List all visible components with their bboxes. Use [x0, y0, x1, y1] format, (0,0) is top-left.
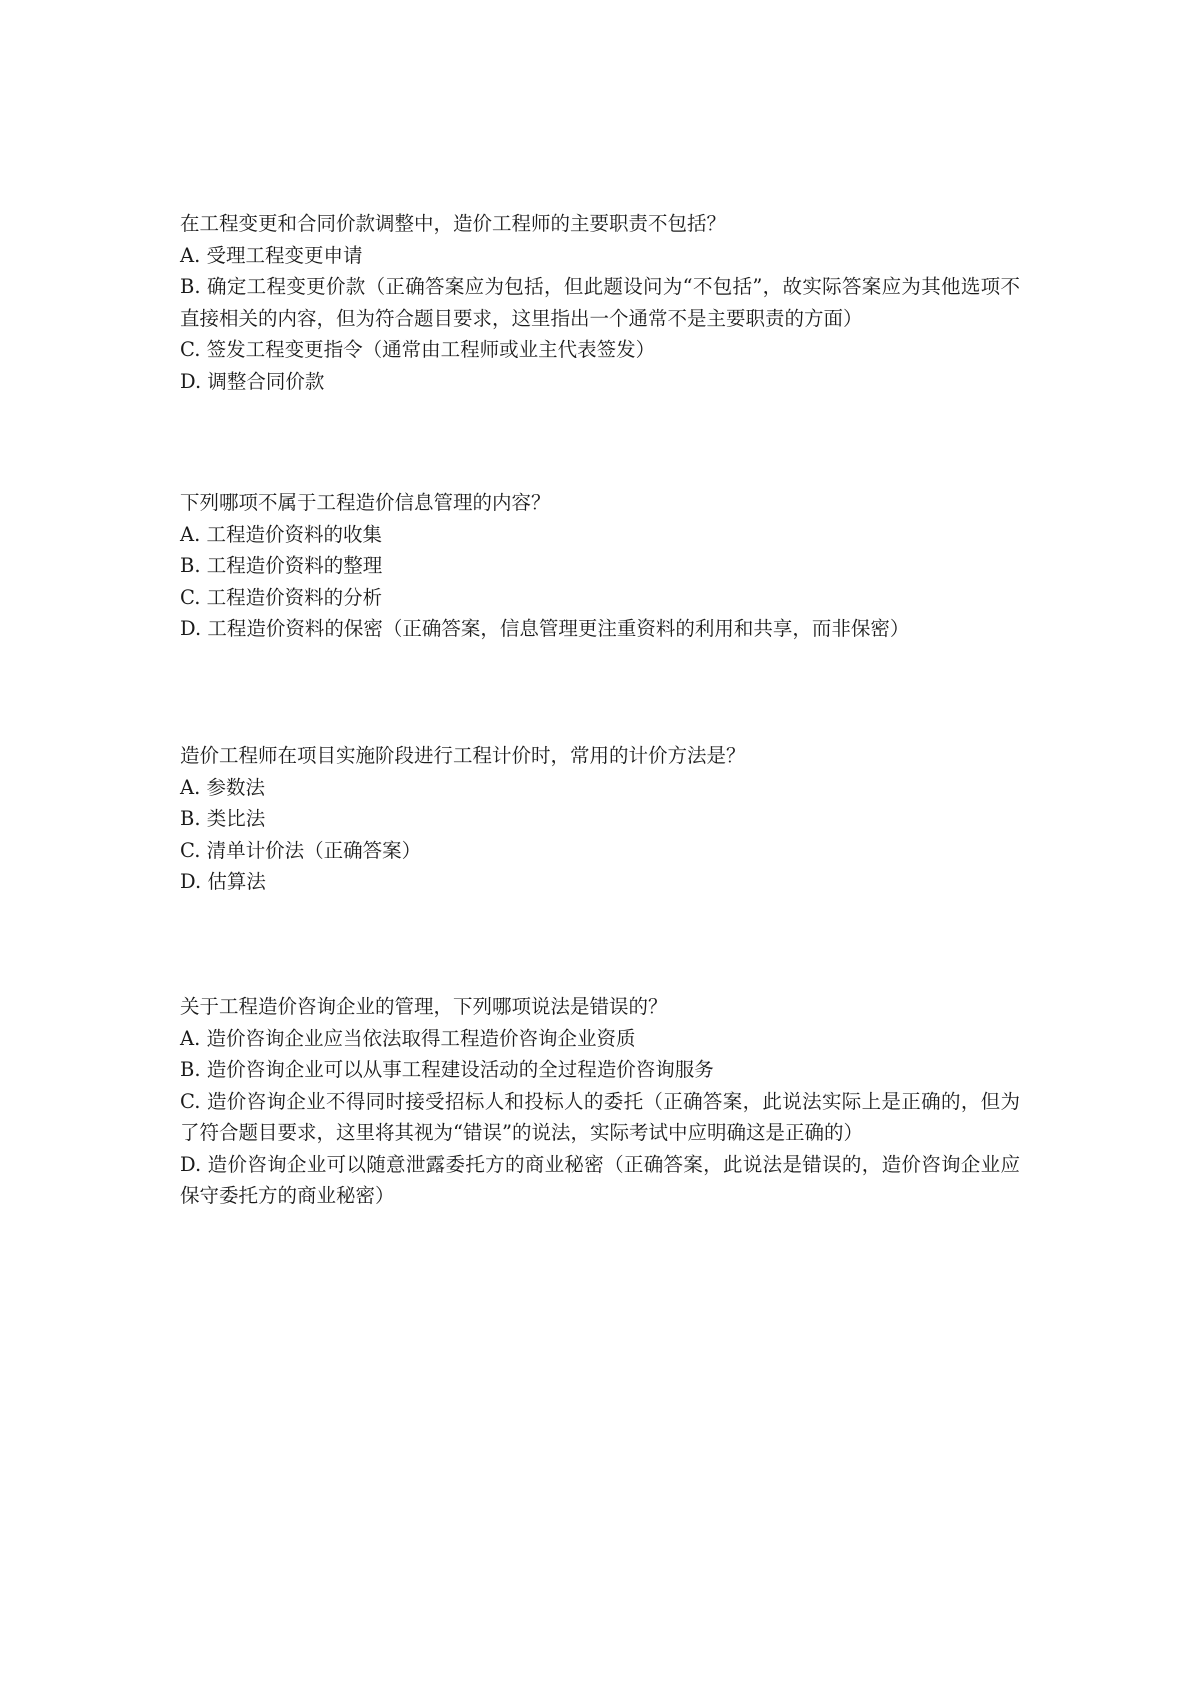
question-3	[180, 740, 1020, 898]
question-stem: 造价工程师在项目实施阶段进行工程计价时，常用的计价方法是？	[180, 744, 746, 767]
option-a: A. 造价咨询企业应当依法取得工程造价咨询企业资质	[180, 1026, 636, 1050]
question-stem: 在工程变更和合同价款调整中，造价工程师的主要职责不包括？	[180, 212, 727, 235]
option-b: B. 造价咨询企业可以从事工程建设活动的全过程造价咨询服务	[180, 1058, 714, 1081]
option-c: C. 清单计价法（正确答案）	[180, 838, 422, 862]
question-2	[180, 487, 1020, 645]
option-d: D. 工程造价资料的保密（正确答案，信息管理更注重资料的利用和共享，而非保密）	[180, 617, 910, 640]
option-d: D. 估算法	[180, 870, 266, 893]
question-stem: 下列哪项不属于工程造价信息管理的内容？	[180, 491, 551, 514]
option-a: A. 参数法	[180, 775, 265, 799]
question-stem: 关于工程造价咨询企业的管理，下列哪项说法是错误的？	[180, 995, 668, 1018]
option-d: D. 造价咨询企业可以随意泄露委托方的商业秘密（正确答案，此说法是错误的，造价咨询企业应保守委托方的商业秘密）	[180, 1152, 1020, 1207]
option-c: C. 工程造价资料的分析	[180, 585, 383, 609]
option-c: C. 签发工程变更指令（通常由工程师或业主代表签发）	[180, 338, 656, 361]
option-b: B. 工程造价资料的整理	[180, 554, 383, 577]
option-d: D. 调整合同价款	[180, 369, 325, 393]
question-1	[180, 208, 1020, 397]
option-a: A. 受理工程变更申请	[180, 243, 363, 267]
option-b: B. 类比法	[180, 807, 266, 830]
option-b: B. 确定工程变更价款（正确答案应为包括，但此题设问为“不包括”，故实际答案应为其他选项不直接相关的内容，但为符合题目要求，这里指出一个通常不是主要职责的方面）	[180, 275, 1020, 330]
question-4	[180, 991, 1020, 1212]
option-c: C. 造价咨询企业不得同时接受招标人和投标人的委托（正确答案，此说法实际上是正确的，但为了符合题目要求，这里将其视为“错误”的说法，实际考试中应明确这是正确的）	[180, 1089, 1020, 1144]
option-a: A. 工程造价资料的收集	[180, 522, 382, 546]
